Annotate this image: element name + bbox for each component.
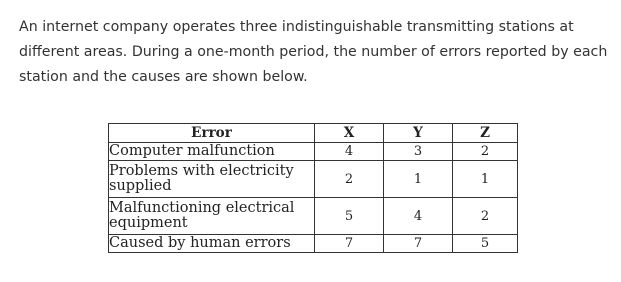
intro-text: An internet company operates three indistinguishable transmitting stations at different areas. During a one-month period, the number of errors reported by each station and the causes are shown below. xyxy=(19,19,608,85)
table-row xyxy=(109,235,518,253)
cell-x: 5 xyxy=(315,198,384,235)
error-table xyxy=(108,123,518,253)
cell-z: 5 xyxy=(453,235,518,253)
cell-y: 1 xyxy=(384,161,453,198)
table-header-row xyxy=(109,124,518,143)
cell-y: 7 xyxy=(384,235,453,253)
cell-z: 2 xyxy=(453,143,518,161)
row-label: Computer malfunction xyxy=(109,143,315,161)
table-row xyxy=(109,161,518,198)
problem-statement xyxy=(19,15,609,90)
header-x: X xyxy=(315,124,384,143)
row-label: Malfunctioning electrical equipment xyxy=(109,198,315,235)
cell-x: 2 xyxy=(315,161,384,198)
cell-z: 2 xyxy=(453,198,518,235)
table-row xyxy=(109,198,518,235)
cell-x: 7 xyxy=(315,235,384,253)
header-error: Error xyxy=(109,124,315,143)
cell-y: 3 xyxy=(384,143,453,161)
header-y: Y xyxy=(384,124,453,143)
table-row xyxy=(109,143,518,161)
cell-x: 4 xyxy=(315,143,384,161)
cell-y: 4 xyxy=(384,198,453,235)
row-label: Caused by human errors xyxy=(109,235,315,253)
cell-z: 1 xyxy=(453,161,518,198)
row-label: Problems with electricity supplied xyxy=(109,161,315,198)
header-z: Z xyxy=(453,124,518,143)
